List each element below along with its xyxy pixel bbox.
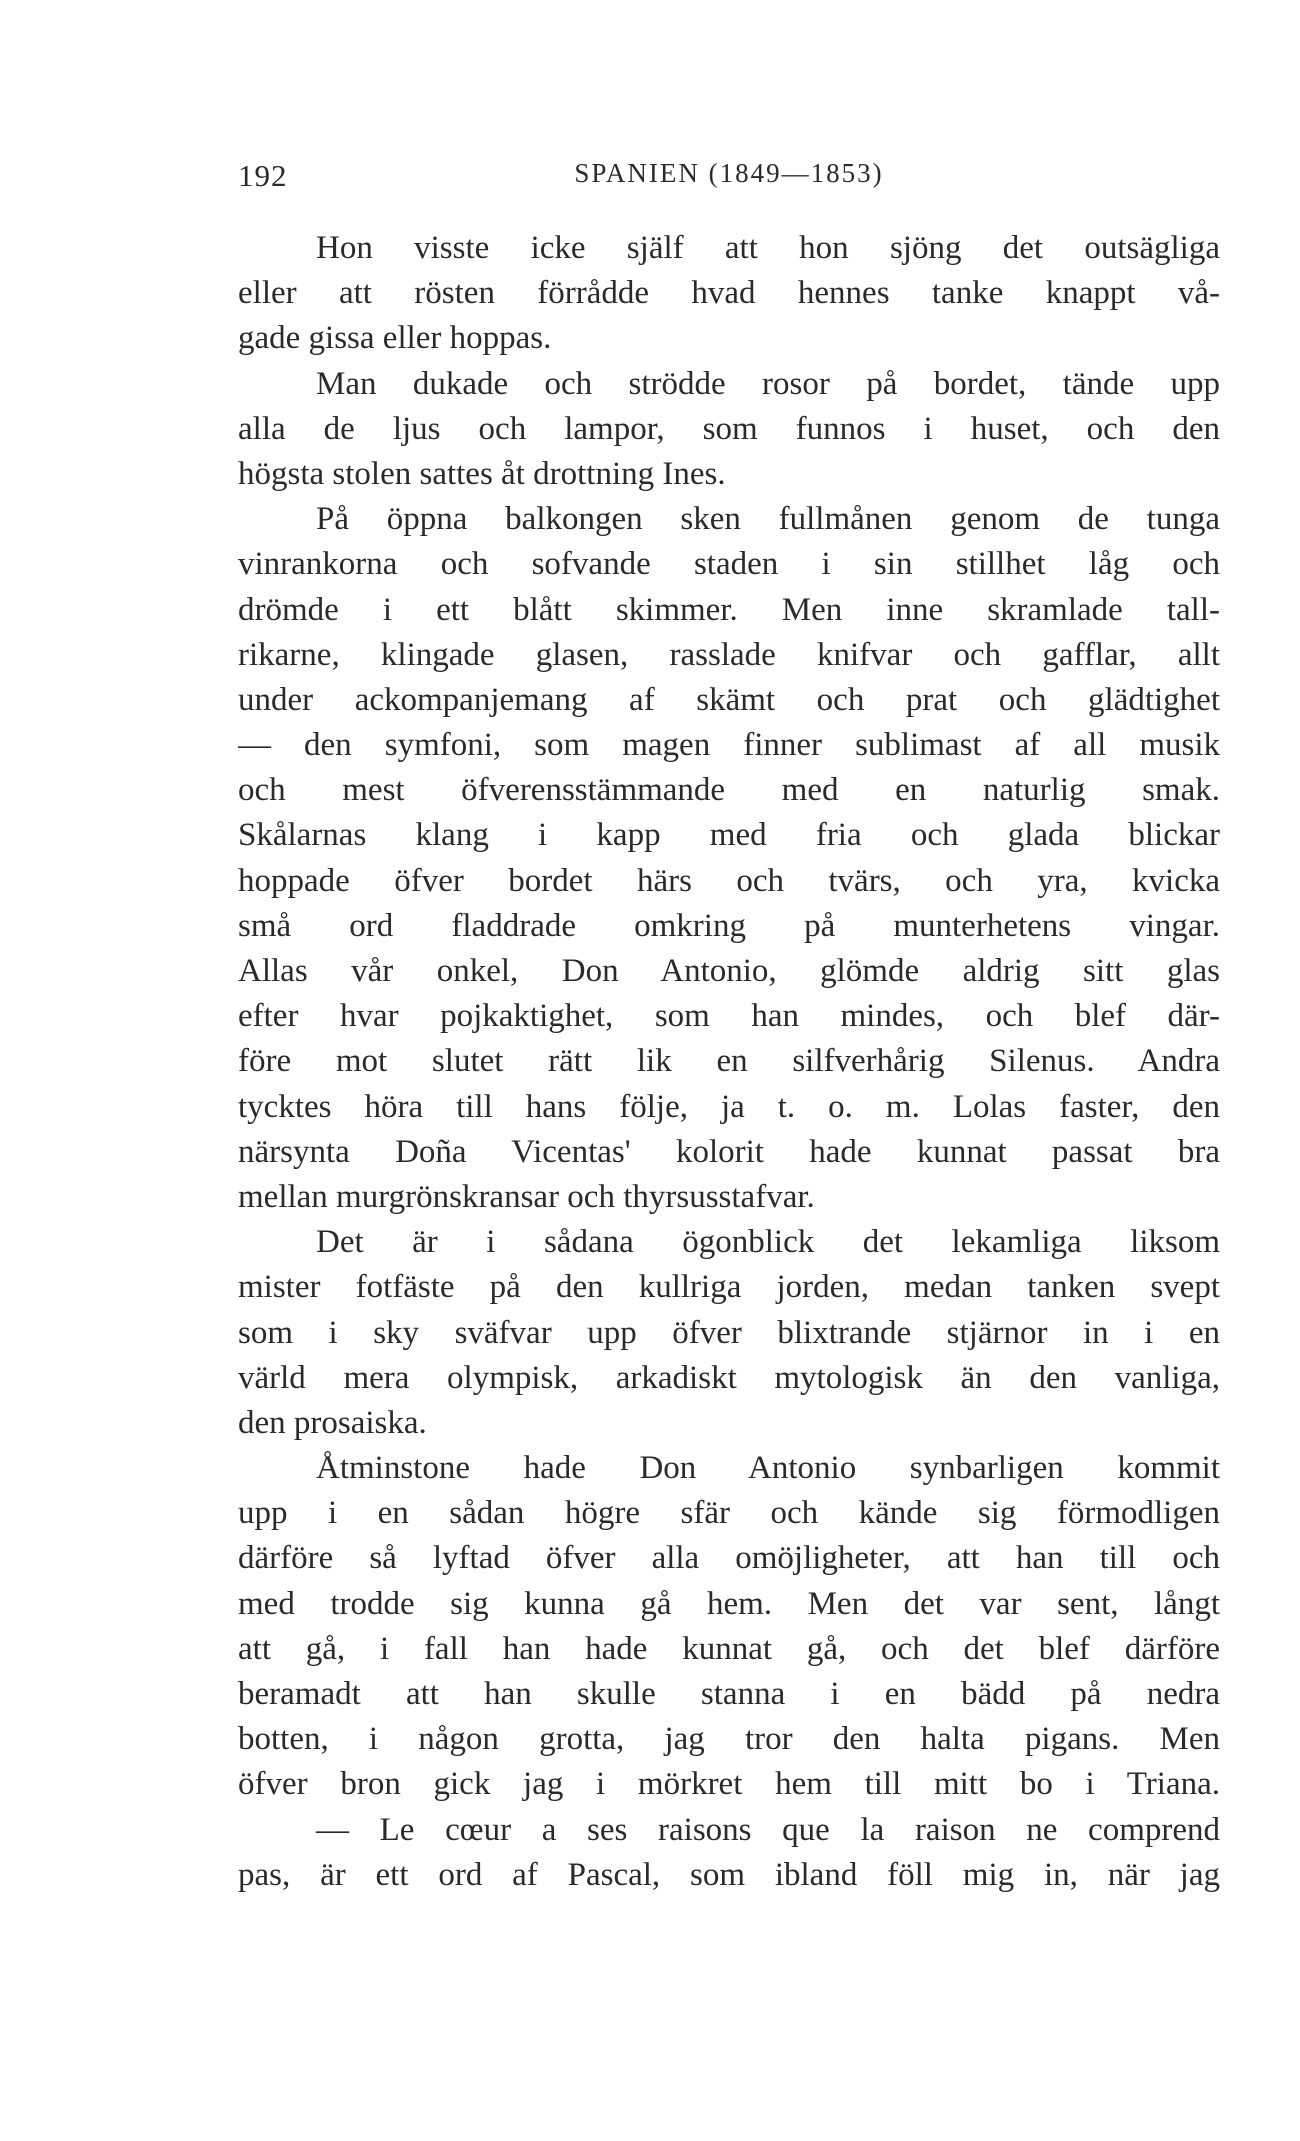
text-line: med trodde sig kunna gå hem. Men det var sent, långt (238, 1585, 1220, 1622)
text-line: hoppade öfver bordet härs och tvärs, och yra, kvicka (238, 862, 1220, 899)
text-line: tycktes höra till hans följe, ja t. o. m. Lolas faster, den (238, 1088, 1220, 1125)
text-line: — Le cœur a ses raisons que la raison ne comprend (316, 1811, 1220, 1848)
text-line: — den symfoni, som magen finner sublimast af all musik (238, 727, 1220, 764)
text-line: som i sky sväfvar upp öfver blixtrande stjärnor in i en (238, 1314, 1220, 1351)
text-line: rikarne, klingade glasen, rasslade knifvar och gafflar, allt (238, 636, 1220, 673)
text-line: öfver bron gick jag i mörkret hem till mitt bo i Triana. (238, 1766, 1220, 1803)
text-line: Skålarnas klang i kapp med fria och glada blickar (238, 817, 1220, 854)
text-line: Hon visste icke själf att hon sjöng det outsägliga (316, 230, 1220, 266)
text-line: och mest öfverensstämmande med en naturlig smak. (238, 772, 1220, 809)
text-line: upp i en sådan högre sfär och kände sig förmodligen (238, 1495, 1220, 1532)
text-line: högsta stolen sattes åt drottning Ines. (238, 455, 726, 492)
text-line: värld mera olympisk, arkadiskt mytologisk än den vanliga, (238, 1359, 1220, 1396)
text-line: Allas vår onkel, Don Antonio, glömde aldrig sitt glas (238, 953, 1220, 989)
text-line: Åtminstone hade Don Antonio synbarligen kommit (316, 1450, 1220, 1487)
page-header (238, 158, 1220, 202)
text-line: närsynta Doña Vicentas' kolorit hade kunnat passat bra (238, 1133, 1220, 1170)
text-line: under ackompanjemang af skämt och prat och glädtighet (238, 681, 1220, 718)
text-line: att gå, i fall han hade kunnat gå, och det blef därföre (238, 1630, 1220, 1667)
text-line: Man dukade och strödde rosor på bordet, tände upp (316, 365, 1220, 402)
text-line: mellan murgrönskransar och thyrsusstafvar. (238, 1178, 815, 1215)
text-line: På öppna balkongen sken fullmånen genom de tunga (316, 501, 1220, 538)
text-line: mister fotfäste på den kullriga jorden, medan tanken svept (238, 1269, 1220, 1306)
text-line: pas, är ett ord af Pascal, som ibland föll mig in, när jag (238, 1856, 1220, 1893)
text-line: efter hvar pojkaktighet, som han mindes, och blef där- (238, 998, 1220, 1035)
text-line: eller att rösten förrådde hvad hennes tanke knappt vå- (238, 275, 1220, 312)
text-line: därföre så lyftad öfver alla omöjligheter, att han till och (238, 1540, 1220, 1577)
text-line: drömde i ett blått skimmer. Men inne skramlade tall- (238, 591, 1220, 628)
text-line: botten, i någon grotta, jag tror den halta pigans. Men (238, 1721, 1220, 1758)
page-number: 192 (238, 158, 288, 193)
body-text (238, 226, 1220, 1898)
text-line: den prosaiska. (238, 1404, 427, 1441)
text-line: alla de ljus och lampor, som funnos i huset, och den (238, 410, 1220, 447)
running-head: SPANIEN (1849—1853) (574, 158, 884, 188)
text-line: gade gissa eller hoppas. (238, 320, 552, 357)
text-line: Det är i sådana ögonblick det lekamliga liksom (316, 1224, 1220, 1261)
text-line: små ord fladdrade omkring på munterhetens vingar. (238, 907, 1220, 944)
text-line: beramadt att han skulle stanna i en bädd på nedra (238, 1676, 1220, 1712)
text-line: före mot slutet rätt lik en silfverhårig Silenus. Andra (238, 1043, 1220, 1080)
text-line: vinrankorna och sofvande staden i sin stillhet låg och (238, 546, 1220, 583)
